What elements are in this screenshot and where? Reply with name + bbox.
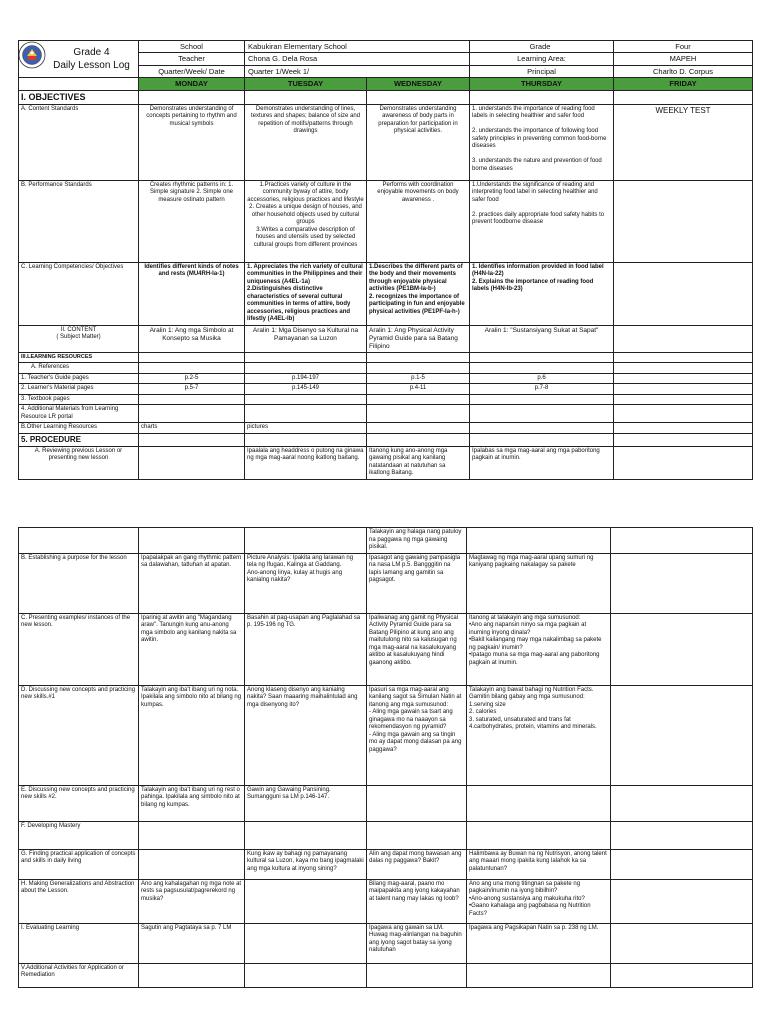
content-standards-label: A. Content Standards — [19, 104, 139, 180]
evaluating-thu: Ipagawa ang Pagsikapan Natin sa p. 238 ng LM. — [467, 923, 611, 963]
discussing-1-mon: Talakayin ang iba't ibang uri ng nota. Ipakilala ang simbolo nito at bilang ng kumpas. — [139, 685, 245, 785]
practical-thu: Halimbawa ay Buwan na ng Nutrisyon, anong talent ang maaari mong ipakita kung lalahok ka sa palatuntunan? — [467, 849, 611, 879]
examples-label: C. Presenting examples/ instances of the new lesson. — [19, 613, 139, 685]
practical-application-label: G. Finding practical application of concepts and skills in daily living — [19, 849, 139, 879]
competencies-wed: 1.Describes the different parts of the body and their movements through enjoyable physical activities (PE1BM-Ia-b-) 2. recognizes the importance of participating in fun and enjoyable physical activities (PE1PF-Ia-h-) — [367, 262, 470, 325]
references-label: A. References — [19, 363, 139, 374]
grade-value: Four — [614, 41, 753, 53]
discussing-1-tue: Anong klaseng disenyo ang kanialng nakita? Saan maaaring maihalintulad ang mga disenyong ito? — [245, 685, 367, 785]
purpose-label: B. Establishing a purpose for the lesson — [19, 553, 139, 613]
principal-value: Charlto D. Corpus — [614, 65, 753, 77]
practical-tue: Kung ikaw ay bahagi ng pamayanang kultural sa Luzon, kaya mo bang ipagmalaki ang mga kultura at inyong sining? — [245, 849, 367, 879]
practical-wed: Alin ang dapat mong bawasan ang dalas ng paggawa? Bakit? — [367, 849, 467, 879]
purpose-tue: Picture Analysis: Ipakita ang larawan ng tela ng Ifugao, Kalinga at Gaddang. Ano-anong linya, kulay at hugis ang kanialng nakita? — [245, 553, 367, 613]
lesson-log-page-2 — [18, 527, 753, 988]
discussing-1-wed: Ipasuri sa mga mag-aaral ang kanilang sagot sa Simulan Natin at itanong ang mga sumusunod: - Aling mga gawain sa tsart ang ginagawa mo na naaayon sa rekomendasyon ng pyramid? - Aling mga gawain ang sa tingin mo ay dapat mong dalasan pa ang paggawa? — [367, 685, 467, 785]
developing-mastery-label: F. Developing Mastery — [19, 821, 139, 849]
learning-resources-heading: III.LEARNING RESOURCES — [19, 353, 139, 363]
content-mon: Aralin 1: Ang mga Simbolo at Konsepto sa Musika — [139, 325, 245, 352]
day-thursday: THURSDAY — [470, 78, 614, 90]
review-thu: Ipalabas sa mga mag-aaral ang mga paboritong pagkain at inumin. — [470, 446, 614, 479]
teacher-label: Teacher — [139, 53, 245, 65]
review-wed-continued: Talakayin ang halaga nang patuloy na paggawa ng mga gawaing pisikal. — [367, 528, 467, 554]
discussing-1-label: D. Discussing new concepts and practicing new skills.#1 — [19, 685, 139, 785]
additional-activities-label: V.Additional Activities for Application or Remediation — [19, 963, 139, 987]
learning-area-value: MAPEH — [614, 53, 753, 65]
other-mon: charts — [139, 423, 245, 434]
purpose-thu: Magtawag ng mga mag-aaral upang sumuri ng kaniyang pagkaing nakalagay sa pakete — [467, 553, 611, 613]
content-thu: Aralin 1: "Sustansiyang Sukat at Sapat" — [470, 325, 614, 352]
competencies-label: C. Learning Competencies/ Objectives — [19, 262, 139, 325]
evaluating-wed: Ipagawa ang gawain sa LM. Huwag mag-alinlangan na baguhin ang iyong sagot batay sa iyong natutuhan — [367, 923, 467, 963]
lesson-log-page-1 — [18, 40, 753, 480]
tg-thu: p.6 — [470, 373, 614, 384]
day-header-blank — [19, 78, 139, 90]
content-standards-tue: Demonstrates understanding of lines, textures and shapes; balance of size and repetition of motifs/patterns through drawings — [245, 104, 367, 180]
quarter-label: Quarter/Week/ Date — [139, 65, 245, 77]
lm-thu: p.7-8 — [470, 384, 614, 395]
weekly-test: WEEKLY TEST — [614, 104, 753, 180]
discussing-2-tue: Gawin ang Gawaing Pansining. Sumangguni sa LM p.146-147. — [245, 785, 367, 821]
additional-materials-label: 4. Additional Materials from Learning Resource LR portal — [19, 405, 139, 423]
performance-standards-label: B. Performance Standards — [19, 180, 139, 262]
performance-standards-mon: Creates rhythmic patterns in: 1. Simple signature 2. Simple one measure ostinato pattern — [139, 180, 245, 262]
examples-tue: Basahin at pag-usapan ang Paglalahad sa p. 195-196 ng TG. — [245, 613, 367, 685]
content-tue: Aralin 1: Mga Disenyo sa Kultural na Pamayanan sa Luzon — [245, 325, 367, 352]
purpose-mon: Ipapalakpak an gang rhythmic pattern sa dalawahan, tatluhan at apatan. — [139, 553, 245, 613]
objectives-heading: I. OBJECTIVES — [19, 90, 139, 104]
procedure-heading: 5. PROCEDURE — [19, 433, 139, 446]
lm-tue: p.145-149 — [245, 384, 367, 395]
content-standards-wed: Demonstrates understanding awareness of body parts in preparation for participation in physical activities. — [367, 104, 470, 180]
title-log: Daily Lesson Log — [53, 60, 130, 72]
evaluating-label: I. Evaluating Learning — [19, 923, 139, 963]
day-wednesday: WEDNESDAY — [367, 78, 470, 90]
review-tue: Ipaalala ang headdress o putong na ginawa ng mga mag-aaral noong ikatlong baitang. — [245, 446, 367, 479]
content-standards-thu: 1. understands the importance of reading food labels in selecting healthier and safer food 2. understands the importance of following food safety principles in preventing common food-borne diseases 3. understands the nature and prevention of food borne diseases — [470, 104, 614, 180]
principal-label: Principal — [470, 65, 614, 77]
content-standards-mon: Demonstrates understanding of concepts pertaining to rhythm and musical symbols — [139, 104, 245, 180]
generalizations-wed: Bilang mag-aaral, paano mo maipapakita ang iyong kakayahan at talent nang may lakas ng loob? — [367, 879, 467, 923]
learners-material-label: 2. Learner's Material pages — [19, 384, 139, 395]
quarter-value: Quarter 1/Week 1/ — [245, 65, 470, 77]
day-friday: FRIDAY — [614, 78, 753, 90]
content-label: II. CONTENT — [60, 326, 97, 333]
competencies-thu: 1. Identifies information provided in food label (H4N-Ia-22) 2. Explains the importance of reading food labels (H4N-Ib-23) — [470, 262, 614, 325]
other-tue: pictures — [245, 423, 367, 434]
teachers-guide-label: 1. Teacher's Guide pages — [19, 373, 139, 384]
title-grade: Grade 4 — [73, 46, 110, 58]
tg-mon: p.2-5 — [139, 373, 245, 384]
evaluating-mon: Sagutin ang Pagtataya sa p. 7 LM — [139, 923, 245, 963]
lm-mon: p.5-7 — [139, 384, 245, 395]
discussing-2-mon: Talakayin ang iba't ibang uri ng rest o pahinga. Ipakilala ang simbolo nito at bilang ng kumpas. — [139, 785, 245, 821]
examples-thu: Itanong at talakayin ang mga sumusunod: •Ano ang napansin ninyo sa mga pagkain at inuming inyong dinala? •Bakit kailangang may mga nakalimbag sa pakete ng pagkain/ inumin? •Ipatago muna sa mga mag-aaral ang paboritong pagkain at inumin. — [467, 613, 611, 685]
purpose-wed: Ipasagot ang gawaing pampasigla na nasa LM p.5. Bangggitin na lapis lamang ang gamitin sa pagsagot. — [367, 553, 467, 613]
school-value: Kabukiran Elementary School — [245, 41, 470, 53]
examples-wed: Ipaliwanag ang gamit ng Physical Activity Pyramid Guide para sa Batang Pilipino at kung ano ang maitutulong nito sa kalusugan ng mga mag-aaral na kasalukuyang aktibo at kasalukuyang hindi gaanong aktibo. — [367, 613, 467, 685]
generalizations-thu: Ano ang una mong titingnan sa pakete ng pagkain/inumin na iyong bibilhin? •Ano-anong sustansiya ang makukuha rito? •Gaano kahalaga ang pagbabasa ng Nutrition Facts? — [467, 879, 611, 923]
performance-standards-tue: 1.Practices variety of culture in the community byway of attire, body accessories, religious practices and lifestyle 2. Creates a unique design of houses, and other household objects used by cultural groups 3.Writes a comparative description of houses and utensils used by selected cultural groups from different provinces — [245, 180, 367, 262]
learning-area-label: Learning Area: — [470, 53, 614, 65]
review-wed: Itanong kung ano-anong mga gawaing pisikal ang kanilang natatandaan at natutuhan sa ikatlong Baitang. — [367, 446, 470, 479]
grade-label: Grade — [470, 41, 614, 53]
generalizations-mon: Ano ang kahalagahan ng mga note at rests sa pagsusulat/pagrerekord ng musika? — [139, 879, 245, 923]
school-label: School — [139, 41, 245, 53]
content-label-cell — [19, 325, 139, 352]
title-cell — [19, 41, 139, 78]
teacher-value: Chona G. Dela Rosa — [245, 53, 470, 65]
lm-wed: p.4-11 — [367, 384, 470, 395]
performance-standards-wed: Performs with coordination enjoyable movements on body awareness . — [367, 180, 470, 262]
day-monday: MONDAY — [139, 78, 245, 90]
content-sublabel: ( Subject Matter) — [56, 334, 101, 341]
discussing-1-thu: Talakayin ang bawat bahagi ng Nutrition Facts. Gamitin bilang gabay ang mga sumusunod: 1.serving size 2. calories 3. saturated, unsaturated and trans fat 4.carbohydrates, protein, vitamins and minerals. — [467, 685, 611, 785]
performance-standards-thu: 1.Understands the significance of reading and interpreting food label in selecting healthier and safer food 2. practices daily appropriate food safety habits to prevent foodborne disease — [470, 180, 614, 262]
generalizations-label: H. Making Generalizations and Abstraction about the Lesson. — [19, 879, 139, 923]
textbook-label: 3. Textbook pages — [19, 394, 139, 405]
tg-tue: p.194-197 — [245, 373, 367, 384]
review-lesson-label: A. Reviewing previous Lesson or presenting new lesson — [19, 446, 139, 479]
review-mon — [139, 446, 245, 479]
other-resources-label: B.Other Learning Resources — [19, 423, 139, 434]
tg-wed: p.1-5 — [367, 373, 470, 384]
day-tuesday: TUESDAY — [245, 78, 367, 90]
discussing-2-label: E. Discussing new concepts and practicing new skills #2. — [19, 785, 139, 821]
competencies-tue: 1. Appreciates the rich variety of cultural communities in the Philippines and their uniqueness (A4EL-1a) 2.Distinguishes distinctive characteristics of several cultural communities in terms of attire, body accessories, religious practices and lifestly (A4EL-Ib) — [245, 262, 367, 325]
examples-mon: Iparinig at awitin ang "Magandang araw". Tanungin kung anu-anong mga simbolo ang kanilang nakita sa awitin. — [139, 613, 245, 685]
content-wed: Aralin 1: Ang Physical Activity Pyramid Guide para sa Batang Filipino — [367, 325, 470, 352]
competencies-mon: Identifies different kinds of notes and rests (MU4RH-Ia-1) — [139, 262, 245, 325]
